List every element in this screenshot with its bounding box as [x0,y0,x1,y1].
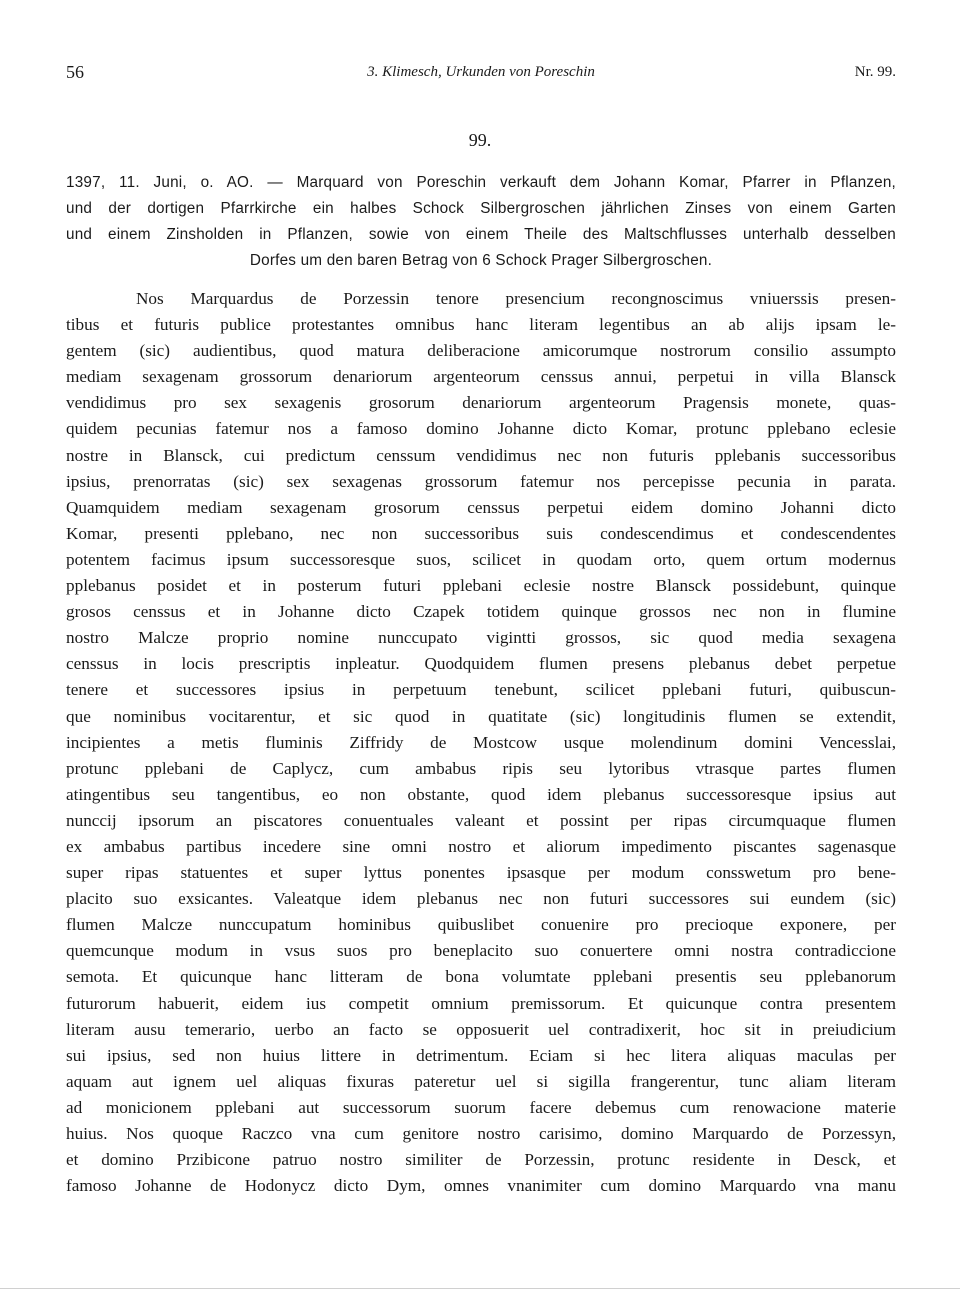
running-head [66,62,896,86]
text-line: grosos censsus et in Johanne dicto Czapek totidem quinque grossos nec non in flumine [66,602,896,622]
text-line: placito suo exsicantes. Valeatque idem plebanus nec non futuri successores sui eundem (sic) [66,889,896,909]
text-line: ad monicionem pplebani aut successorum suorum facere debemus cum renowacione materie [66,1097,896,1117]
regest-line: und einem Zinsholden in Pflanzen, sowie von einem Theile des Maltschflusses unterhalb desselben [66,226,896,244]
regest-line: Dorfes um den baren Betrag von 6 Schock Prager Silbergroschen. [249,252,713,270]
text-line: nunccij ipsorum an piscatores conuentuales valeant et possint per ripas circumquaque flumen [66,810,896,830]
text-line: vendidimus pro sex sexagenis grosorum denariorum argenteorum Pragensis monete, quas- [66,393,896,413]
page-edge-divider [0,1288,960,1289]
document-nr: Nr. 99. [854,64,896,80]
text-line: atingentibus seu tangentibus, eo non obstante, quod idem plebanus successoresque ipsius aut [66,784,896,804]
text-line: semota. Et quicunque hanc litteram de bona volumtate pplebani presentis seu pplebanorum [66,967,896,987]
text-line: potentem facimus ipsum successoresque suos, scilicet in quodam orto, quem ortum modernus [66,549,896,569]
regest-summary [66,171,896,273]
text-line: nostro Malcze proprio nomine nunccupato vigintti grossos, sic quod media sexagena [66,628,896,648]
text-line: huius. Nos quoque Raczco vna cum genitore nostro carisimo, domino Marquardo de Porzessyn, [66,1124,896,1143]
charter-text [66,286,896,1199]
text-line: quidem pecunias fatemur nos a famoso domino Johanne dicto Komar, protunc pplebano eclesie [66,419,896,439]
text-line: tenere et successores ipsius in perpetuum tenebunt, scilicet pplebani futuri, quibuscun- [66,680,896,700]
regest-line: 1397, 11. Juni, o. AO. — Marquard von Poreschin verkauft dem Johann Komar, Pfarrer in Pflanzen, [66,174,896,191]
text-line: sui ipsius, sed non huius littere in detrimentum. Eciam si hec litera aliquas maculas per [66,1045,896,1065]
text-line: Komar, presenti pplebano, nec non successoribus suis condescendimus et condescendentes [66,523,896,543]
text-line: mediam sexagenam grossorum denariorum argenteorum censsus annui, perpetui in villa Blansck [66,367,896,387]
text-line: incipientes a metis fluminis Ziffridy de Mostcow usque molendinum domini Vencesslai, [66,732,896,752]
text-line: gentem (sic) audientibus, quod matura deliberacione amicorumque nostrorum consilio assumpto [66,341,896,361]
text-line: ipsius, prenorratas (sic) sex sexagenas grossorum fatemur nos percepisse pecunia in parata. [66,471,896,491]
text-line: censsus in locis prescriptis inpleatur. Quodquidem flumen presens plebanus debet perpetue [66,654,896,674]
regest-line: und der dortigen Pfarrkirche ein halbes Schock Silbergroschen jährlichen Zinses von einem Garten [66,200,896,218]
text-line: famoso Johanne de Hodonycz dicto Dym, omnes vnanimiter cum domino Marquardo vna manu [66,1176,896,1196]
text-line: tibus et futuris publice protestantes omnibus hanc literam legentibus an ab alijs ipsam le- [66,315,896,335]
text-line: quemcunque modum in vsus suos pro beneplacito suo conuertere omni nostra contradiccione [66,941,896,961]
running-title: 3. Klimesch, Urkunden von Poreschin [367,64,595,80]
text-line: Quamquidem mediam sexagenam grosorum censsus perpetui eidem domino Johanni dicto [66,497,896,517]
text-line: futurorum habuerit, eidem ius competit omnium premissorum. Et quicunque contra presentem [66,993,896,1013]
text-line: protunc pplebani de Caplycz, cum ambabus ripis seu lytoribus vtrasque partes flumen [66,758,896,778]
text-line: que nominibus vocitarentur, et sic quod in quatitate (sic) longitudinis flumen se extendit, [66,706,896,726]
text-line: et domino Przibicone patruo nostro similiter de Porzessin, protunc residente in Desck, et [66,1150,896,1170]
text-line: super ripas statuentes et super lyttus ponentes ipsasque per modum consswetum pro bene- [66,863,896,883]
document-number: 99. [468,130,492,150]
text-line: literam ausu temerario, uerbo an facto se opposuerit uel contradixerit, hoc sit in preiudicium [66,1019,896,1039]
text-line: aquam aut ignem uel aliquas fixuras pateretur uel si sigilla frangerentur, tunc aliam literam [66,1071,896,1091]
text-line: ex ambabus partibus incedere sine omni nostro et aliorum impedimento piscantes sagenasque [66,836,896,856]
text-line: Nos Marquardus de Porzessin tenore presencium recongnoscimus vniuerssis presen- [136,289,896,308]
text-line: flumen Malcze nunccupatum hominibus quibuslibet conuenire pro precioque exponere, per [66,915,896,935]
page-number: 56 [66,62,84,82]
text-line: nostre in Blansck, cui predictum censsum vendidimus nec non futuris pplebanis successoribus [66,445,896,465]
text-line: pplebanus posidet et in posterum futuri pplebani eclesie nostre Blansck possidebunt, quinque [66,576,896,596]
